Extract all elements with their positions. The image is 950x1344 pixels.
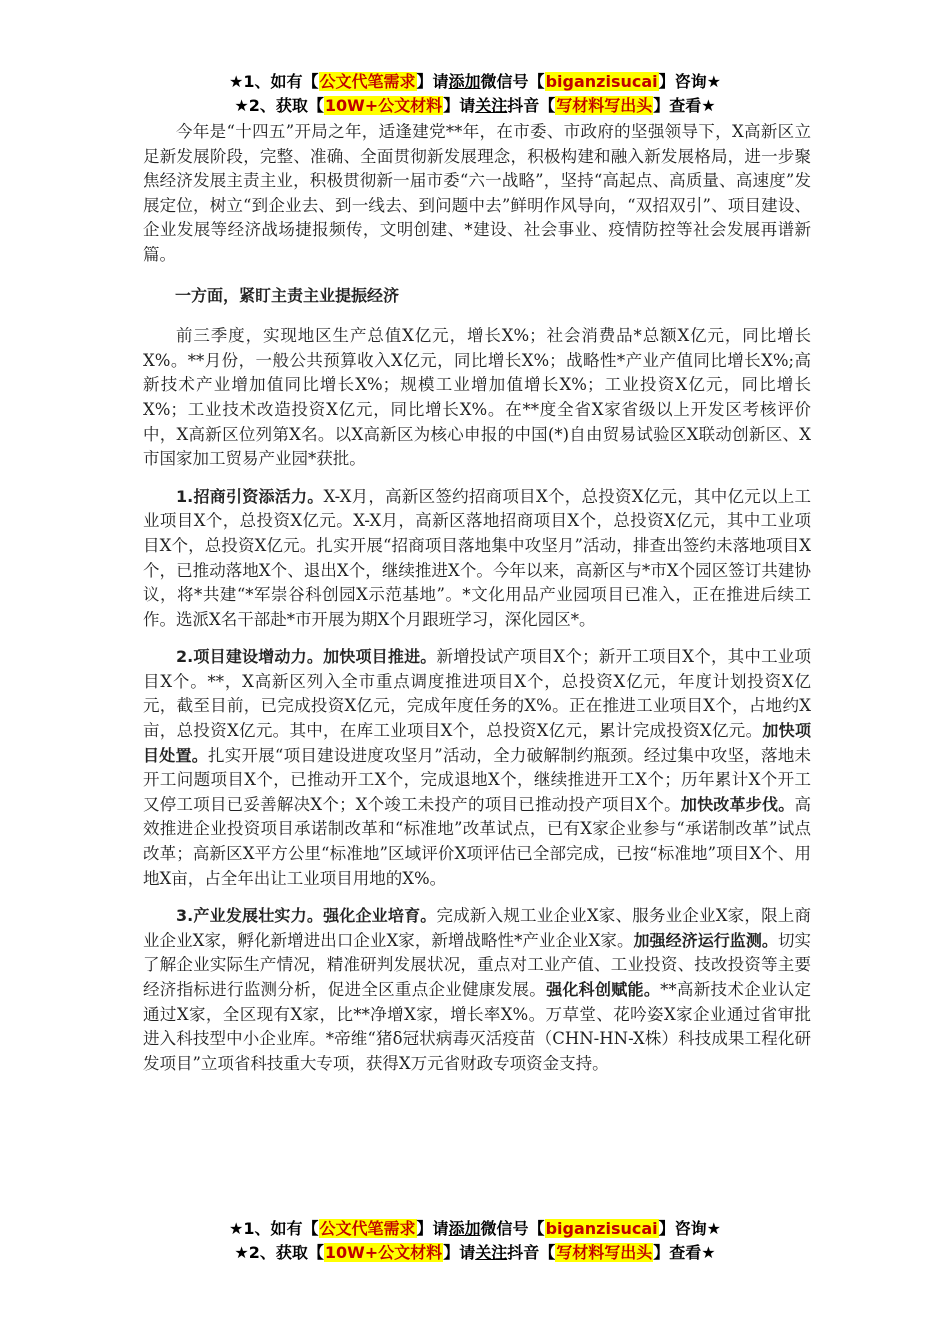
item-3-subtitle-1: 强化企业培育。: [323, 906, 437, 926]
banner-text: ★1、如有【: [229, 1219, 319, 1238]
banner-text: 】请: [416, 1219, 449, 1238]
banner-text: 抖音【: [507, 1243, 556, 1262]
item-2-text-3: 高效推进企业投资项目承诺制改革和“标准地”改革试点，已有X家企业参与“承诺制改革”试点改革；高新区X平方公里“标准地”区域评价X项评估已全部完成，已按“标准地”项目X个、用地X亩，占全年出让工业项目用地的X%。: [143, 794, 811, 888]
banner-text: 】咨询★: [658, 72, 721, 91]
underlined-text: 添加: [448, 1219, 481, 1238]
highlight-text: 公文代笔需求: [319, 72, 416, 91]
item-3-text-2: 切实了解企业实际生产情况，精准研判发展状况，重点对工业产值、工业投资、技改投资等主要经济指标进行监测分析，促进全区重点企业健康发展。: [143, 930, 811, 999]
banner-text: ★2、获取【: [234, 96, 324, 115]
banner-text: ★2、获取【: [234, 1243, 324, 1262]
highlight-text: 10W+公文材料: [324, 96, 443, 115]
highlight-text: biganzisucai: [545, 1219, 658, 1238]
overview-paragraph: 前三季度，实现地区生产总值X亿元，增长X%；社会消费品*总额X亿元，同比增长X%。**月份，一般公共预算收入X亿元，同比增长X%；战略性*产业产值同比增长X%;高新技术产业增加值同比增长X%；规模工业增加值增长X%；工业投资X亿元，同比增长X%；工业技术改造投资X亿元，同比增长X%。在**度全省X家省级以上开发区考核评价中，X高新区位列第X名。以X高新区为核心申报的中国(*)自由贸易试验区X联动创新区、X市国家加工贸易产业园*获批。: [143, 326, 811, 469]
item-3-title: 3.产业发展壮实力。: [176, 906, 324, 926]
footer-banner-line-2: [0, 1241, 950, 1265]
footer-banner-line-1: [0, 1217, 950, 1241]
banner-text: 】请: [443, 96, 476, 115]
banner-text: 微信号【: [480, 1219, 545, 1238]
header-banner-line-2: [0, 94, 950, 118]
underlined-text: 关注: [475, 96, 508, 115]
section-heading: 一方面，紧盯主责主业提振经济: [175, 285, 400, 305]
banner-text: 】咨询★: [658, 1219, 721, 1238]
banner-text: 抖音【: [507, 96, 556, 115]
underlined-text: 添加: [448, 72, 481, 91]
banner-text: ★1、如有【: [229, 72, 319, 91]
item-2-title: 2.项目建设增动力。: [176, 647, 324, 667]
document-body: [143, 120, 811, 1076]
banner-text: 】请: [443, 1243, 476, 1262]
item-3-subtitle-2: 加强经济运行监测。: [633, 930, 778, 950]
highlight-text: 写材料写出头: [556, 96, 653, 115]
highlight-text: biganzisucai: [545, 72, 658, 91]
highlight-text: 写材料写出头: [556, 1243, 653, 1262]
highlight-text: 公文代笔需求: [319, 1219, 416, 1238]
item-2-subtitle-2: 加快项目处置。: [143, 721, 811, 765]
highlight-text: 10W+公文材料: [324, 1243, 443, 1262]
item-1-text: X-X月，高新区签约招商项目X个，总投资X亿元，其中亿元以上工业项目X个，总投资X亿元。X-X月，高新区落地招商项目X个，总投资X亿元，其中工业项目X个，总投资X亿元。扎实开展“招商项目落地集中攻坚月”活动，排查出签约未落地项目X个，已推动落地X个、退出X个，继续推进X个。今年以来，高新区与*市X个园区签订共建协议，将*共建“*军崇谷科创园X示范基地”。*文化用品产业园项目已准入，正在推进后续工作。选派X名干部赴*市开展为期X个月跟班学习，深化园区*。: [143, 486, 811, 629]
item-1-paragraph: [143, 485, 811, 633]
banner-text: 】查看★: [653, 1243, 716, 1262]
item-2-subtitle-1: 加快项目推进。: [323, 647, 437, 667]
underlined-text: 关注: [475, 1243, 508, 1262]
item-3-paragraph: [143, 904, 811, 1076]
item-2-subtitle-3: 加快改革步伐。: [680, 794, 795, 814]
item-2-text-2: 扎实开展“项目建设进度攻坚月”活动，全力破解制约瓶颈。经过集中攻坚，落地未开工问题项目X个，已推动开工X个，完成退地X个，继续推进开工X个；历年累计X个开工又停工项目已妥善解决X个；X个竣工未投产的项目已推动投产项目X个。: [143, 745, 811, 814]
item-3-subtitle-3: 强化科创赋能。: [546, 980, 661, 999]
item-3-text-1: 完成新入规工业企业X家、服务业企业X家，限上商业企业X家，孵化新增进出口企业X家，新增战略性*产业企业X家。: [143, 906, 811, 950]
banner-text: 】查看★: [653, 96, 716, 115]
header-banner-line-1: [0, 70, 950, 94]
banner-text: 】请: [416, 72, 449, 91]
item-2-paragraph: [143, 645, 811, 891]
item-2-text-1: 新增投试产项目X个；新开工项目X个，其中工业项目X个。**，X高新区列入全市重点调度推进项目X个，总投资X亿元，年度计划投资X亿元，截至目前，已完成投资X亿元，完成年度任务的X%。正在推进工业项目X个，占地约X亩，总投资X亿元。其中，在库工业项目X个，总投资X亿元，累计完成投资X亿元。: [143, 647, 811, 741]
item-3-text-3: **高新技术企业认定通过X家，全区现有X家，比**净增X家，增长率X%。万草堂、花吟姿X家企业通过省审批进入科技型中小企业库。*帝维“猪δ冠状病毒灭活疫苗（CHN-HN-X株）科技成果工程化研发项目”立项省科技重大专项，获得X万元省财政专项资金支持。: [143, 980, 811, 1073]
banner-text: 微信号【: [480, 72, 545, 91]
item-1-title: 1.招商引资添活力。: [176, 486, 324, 506]
intro-paragraph: 今年是“十四五”开局之年，适逢建党**年，在市委、市政府的坚强领导下，X高新区立足新发展阶段，完整、准确、全面贯彻新发展理念，积极构建和融入新发展格局，进一步聚焦经济发展主责主业，积极贯彻新一届市委“六一战略”，坚持“高起点、高质量、高速度”发展定位，树立“到企业去、到一线去、到问题中去”鲜明作风导向，“双招双引”、项目建设、企业发展等经济战场捷报频传，文明创建、*建设、社会事业、疫情防控等社会发展再谱新篇。: [143, 122, 811, 264]
